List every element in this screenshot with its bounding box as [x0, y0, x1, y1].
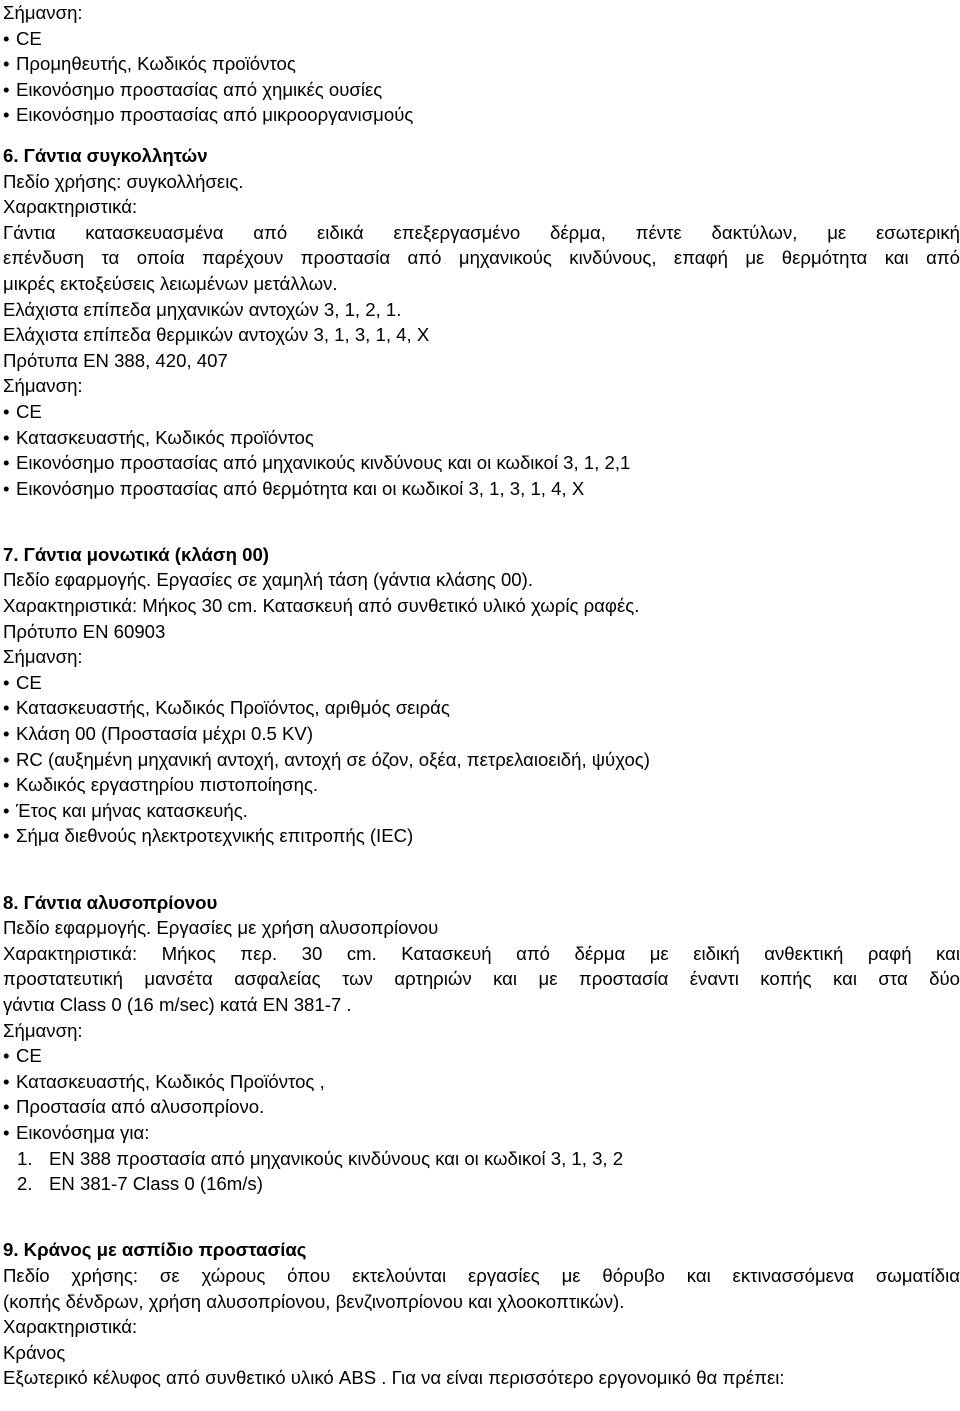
section-6-mechanical-levels: Ελάχιστα επίπεδα μηχανικών αντοχών 3, 1, 2, 1. — [3, 298, 402, 320]
section-7-standard: Πρότυπο ΕΝ 60903 — [3, 620, 166, 642]
list-item: • Κλάση 00 (Προστασία μέχρι 0.5 KV) — [3, 721, 960, 747]
section-7-usage: Πεδίο εφαρμογής. Εργασίες σε χαμηλή τάση (γάντια κλάσης 00). — [3, 569, 533, 591]
section-9-characteristics-label: Χαρακτηριστικά: — [3, 1316, 138, 1338]
section-8-description-line-1: Χαρακτηριστικά: Μήκος περ. 30 cm. Κατασκευή από δέρμα με ειδική ανθεκτική ραφή και — [3, 942, 960, 964]
marking-label: Σήμανση: — [3, 375, 83, 397]
list-item: • Κατασκευαστής, Κωδικός Προϊόντος, αριθμός σειράς — [3, 695, 960, 721]
section-8-description-line-2: προστατευτική μανσέτα ασφαλείας των αρτηριών και με προστασία έναντι κοπής και στα δύο — [3, 968, 960, 990]
section-9-description-line-1: Πεδίο χρήσης: σε χώρους όπου εκτελούνται εργασίες με θόρυβο και εκτινασσόμενα σωματίδια — [3, 1264, 960, 1286]
list-item: • Σήμα διεθνούς ηλεκτροτεχνικής επιτροπής (IEC) — [3, 823, 960, 849]
section-8-usage: Πεδίο εφαρμογής. Εργασίες με χρήση αλυσοπρίονου — [3, 917, 439, 939]
numbered-item — [3, 1146, 960, 1172]
section-9-title: 9. Κράνος με ασπίδιο προστασίας — [3, 1239, 307, 1261]
section-6-description-line-1: Γάντια κατασκευασμένα από ειδικά επεξεργασμένο δέρμα, πέντε δακτύλων, με εσωτερική — [3, 221, 960, 243]
section-6-description-line-3: μικρές εκτοξεύσεις λειωμένων μετάλλων. — [3, 272, 338, 294]
marking-label: Σήμανση: — [3, 2, 83, 23]
marking-label: Σήμανση: — [3, 646, 83, 668]
section-6-usage: Πεδίο χρήσης: συγκολλήσεις. — [3, 170, 244, 192]
section-7-characteristics: Χαρακτηριστικά: Μήκος 30 cm. Κατασκευή από συνθετικό υλικό χωρίς ραφές. — [3, 595, 640, 617]
item-text: ΕΝ 381-7 Class 0 (16m/s) — [49, 1173, 263, 1195]
section-8-description-line-3: γάντια Class 0 (16 m/sec) κατά ΕΝ 381-7 . — [3, 993, 352, 1015]
section-6-description-line-2: επένδυση τα οποία παρέχουν προστασία από μηχανικούς κινδύνους, επαφή με θερμότητα και από — [3, 247, 960, 269]
list-item: • CE — [3, 26, 960, 52]
section-9-description-line-2: (κοπής δένδρων, χρήση αλυσοπρίονου, βενζινοπρίονου και χλοοκοπτικών). — [3, 1290, 625, 1312]
item-number: 1. — [17, 1147, 33, 1169]
document — [3, 0, 960, 1391]
list-item: • Εικονόσημο προστασίας από μηχανικούς κινδύνους και οι κωδικοί 3, 1, 2,1 — [3, 450, 960, 476]
section-6-thermal-levels: Ελάχιστα επίπεδα θερμικών αντοχών 3, 1, 3, 1, 4, Χ — [3, 324, 430, 346]
section-9-item: Κράνος — [3, 1341, 66, 1363]
list-item: • Εικονόσημο προστασίας από χημικές ουσίες — [3, 77, 960, 103]
section-7-title: 7. Γάντια μονωτικά (κλάση 00) — [3, 543, 269, 565]
list-item: • CE — [3, 399, 960, 425]
list-item: • Προστασία από αλυσοπρίονο. — [3, 1094, 960, 1120]
list-item: • Εικονόσημο προστασίας από θερμότητα και οι κωδικοί 3, 1, 3, 1, 4, Χ — [3, 476, 960, 502]
section-8-title: 8. Γάντια αλυσοπρίονου — [3, 891, 218, 913]
list-item: • Κωδικός εργαστηρίου πιστοποίησης. — [3, 772, 960, 798]
list-item: • CE — [3, 1043, 960, 1069]
list-item: • Κατασκευαστής, Κωδικός Προϊόντος , — [3, 1069, 960, 1095]
list-item: • CE — [3, 670, 960, 696]
marking-label: Σήμανση: — [3, 1019, 83, 1041]
list-item: • Εικονόσημα για: — [3, 1120, 960, 1146]
list-item: • Προμηθευτής, Κωδικός προϊόντος — [3, 51, 960, 77]
item-number: 2. — [17, 1173, 33, 1195]
item-text: ΕΝ 388 προστασία από μηχανικούς κινδύνους και οι κωδικοί 3, 1, 3, 2 — [49, 1147, 624, 1169]
section-9-shell: Εξωτερικό κέλυφος από συνθετικό υλικό ABS . Για να είναι περισσότερο εργονομικό θα πρέπει: — [3, 1367, 785, 1389]
section-6-standards: Πρότυπα ΕΝ 388, 420, 407 — [3, 349, 228, 371]
section-6-title: 6. Γάντια συγκολλητών — [3, 144, 208, 166]
list-item: • Κατασκευαστής, Κωδικός προϊόντος — [3, 425, 960, 451]
list-item: • Έτος και μήνας κατασκευής. — [3, 798, 960, 824]
list-item: • Εικονόσημο προστασίας από μικροοργανισμούς — [3, 102, 960, 128]
section-6-characteristics-label: Χαρακτηριστικά: — [3, 196, 138, 218]
list-item: • RC (αυξημένη μηχανική αντοχή, αντοχή σε όζον, οξέα, πετρελαιοειδή, ψύχος) — [3, 747, 960, 773]
numbered-item — [3, 1171, 960, 1197]
